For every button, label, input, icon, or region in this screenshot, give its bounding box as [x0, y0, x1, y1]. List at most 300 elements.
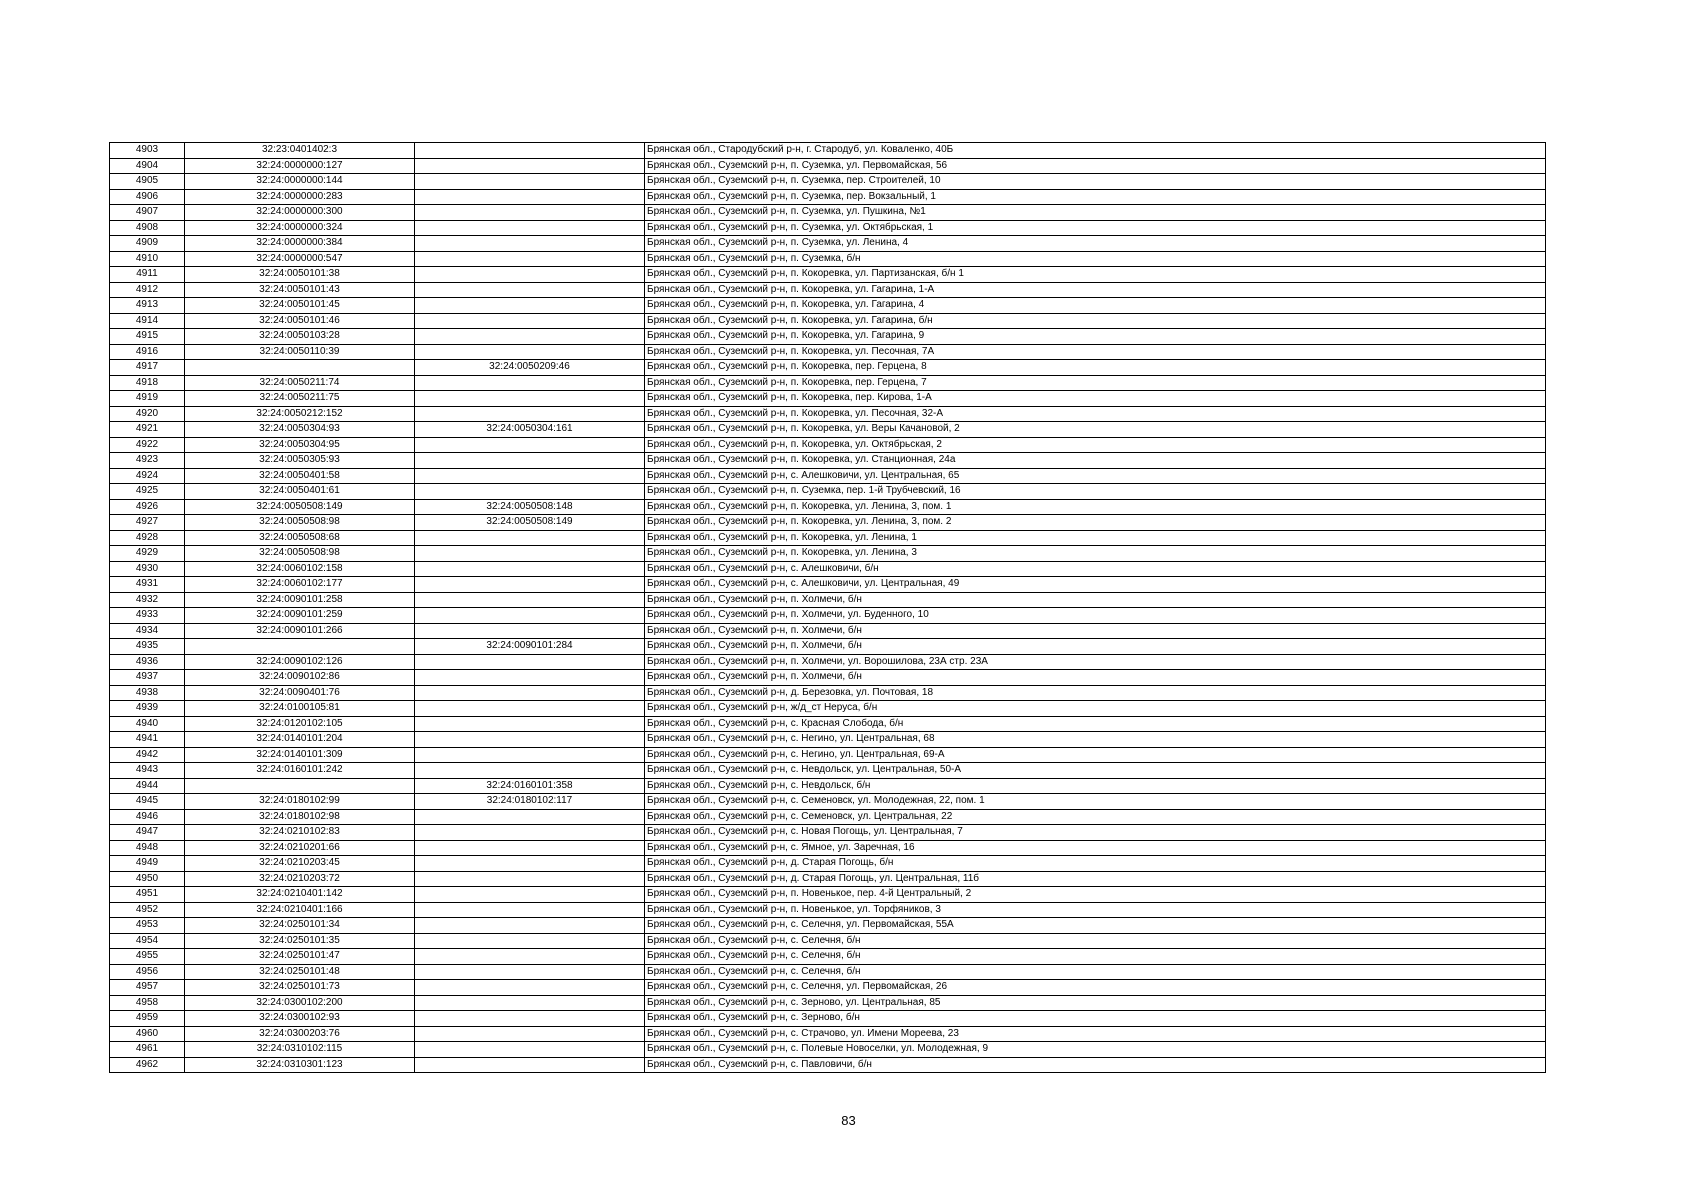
row-number-cell: 4961	[110, 1042, 185, 1058]
table-row	[110, 1026, 1546, 1042]
cadastral-number-cell: 32:24:0300102:200	[185, 995, 415, 1011]
row-number-cell: 4948	[110, 840, 185, 856]
table-row	[110, 995, 1546, 1011]
cadastral-number-cell: 32:24:0250101:35	[185, 933, 415, 949]
cadastral-number-cell: 32:24:0050304:95	[185, 437, 415, 453]
cadastral-number-cell: 32:24:0050508:98	[185, 546, 415, 562]
cadastral-number-cell: 32:24:0050103:28	[185, 329, 415, 345]
address-cell: Брянская обл., Стародубский р-н, г. Стародуб, ул. Коваленко, 40Б	[645, 143, 1546, 159]
table-row	[110, 716, 1546, 732]
related-cadastral-number-cell	[415, 577, 645, 593]
address-cell: Брянская обл., Суземский р-н, п. Кокоревка, ул. Ленина, 1	[645, 530, 1546, 546]
row-number-cell: 4960	[110, 1026, 185, 1042]
table-row	[110, 701, 1546, 717]
related-cadastral-number-cell	[415, 437, 645, 453]
table-row	[110, 189, 1546, 205]
cadastral-number-cell: 32:24:0090101:258	[185, 592, 415, 608]
table-row	[110, 530, 1546, 546]
cadastral-number-cell: 32:24:0050508:98	[185, 515, 415, 531]
row-number-cell: 4946	[110, 809, 185, 825]
address-cell: Брянская обл., Суземский р-н, п. Кокоревка, ул. Ленина, 3, пом. 1	[645, 499, 1546, 515]
table-row	[110, 329, 1546, 345]
address-cell: Брянская обл., Суземский р-н, п. Кокоревка, ул. Гагарина, 1-А	[645, 282, 1546, 298]
row-number-cell: 4909	[110, 236, 185, 252]
row-number-cell: 4916	[110, 344, 185, 360]
table-row	[110, 809, 1546, 825]
related-cadastral-number-cell: 32:24:0160101:358	[415, 778, 645, 794]
row-number-cell: 4915	[110, 329, 185, 345]
table-row	[110, 623, 1546, 639]
row-number-cell: 4917	[110, 360, 185, 376]
address-cell: Брянская обл., Суземский р-н, п. Новенькое, ул. Торфяников, 3	[645, 902, 1546, 918]
table-row	[110, 732, 1546, 748]
table-row	[110, 546, 1546, 562]
related-cadastral-number-cell	[415, 251, 645, 267]
related-cadastral-number-cell	[415, 716, 645, 732]
table-row	[110, 360, 1546, 376]
cadastral-number-cell: 32:24:0050401:61	[185, 484, 415, 500]
table-row	[110, 840, 1546, 856]
table-row	[110, 592, 1546, 608]
address-cell: Брянская обл., Суземский р-н, д. Старая Погощь, ул. Центральная, 11б	[645, 871, 1546, 887]
address-cell: Брянская обл., Суземский р-н, п. Холмечи, б/н	[645, 592, 1546, 608]
cadastral-number-cell: 32:24:0060102:158	[185, 561, 415, 577]
related-cadastral-number-cell	[415, 375, 645, 391]
table-row	[110, 949, 1546, 965]
cadastral-number-cell: 32:24:0090102:126	[185, 654, 415, 670]
table-row	[110, 670, 1546, 686]
table-row	[110, 918, 1546, 934]
related-cadastral-number-cell: 32:24:0050304:161	[415, 422, 645, 438]
row-number-cell: 4914	[110, 313, 185, 329]
related-cadastral-number-cell	[415, 654, 645, 670]
related-cadastral-number-cell	[415, 546, 645, 562]
related-cadastral-number-cell	[415, 871, 645, 887]
cadastral-number-cell: 32:24:0310102:115	[185, 1042, 415, 1058]
address-cell: Брянская обл., Суземский р-н, с. Ямное, ул. Заречная, 16	[645, 840, 1546, 856]
address-cell: Брянская обл., Суземский р-н, п. Суземка, пер. Вокзальный, 1	[645, 189, 1546, 205]
cadastral-number-cell: 32:24:0090401:76	[185, 685, 415, 701]
row-number-cell: 4944	[110, 778, 185, 794]
related-cadastral-number-cell	[415, 391, 645, 407]
cadastral-number-cell: 32:24:0050305:93	[185, 453, 415, 469]
related-cadastral-number-cell	[415, 732, 645, 748]
address-cell: Брянская обл., Суземский р-н, п. Кокоревка, ул. Гагарина, б/н	[645, 313, 1546, 329]
related-cadastral-number-cell	[415, 933, 645, 949]
related-cadastral-number-cell	[415, 484, 645, 500]
row-number-cell: 4913	[110, 298, 185, 314]
address-cell: Брянская обл., Суземский р-н, п. Кокоревка, ул. Гагарина, 4	[645, 298, 1546, 314]
table-row	[110, 484, 1546, 500]
cadastral-number-cell	[185, 778, 415, 794]
related-cadastral-number-cell	[415, 468, 645, 484]
related-cadastral-number-cell	[415, 344, 645, 360]
address-cell: Брянская обл., Суземский р-н, п. Кокоревка, пер. Герцена, 8	[645, 360, 1546, 376]
table-row	[110, 1011, 1546, 1027]
cadastral-number-cell: 32:24:0000000:127	[185, 158, 415, 174]
address-cell: Брянская обл., Суземский р-н, с. Алешковичи, ул. Центральная, 49	[645, 577, 1546, 593]
related-cadastral-number-cell	[415, 747, 645, 763]
table-row	[110, 856, 1546, 872]
address-cell: Брянская обл., Суземский р-н, п. Кокоревка, ул. Гагарина, 9	[645, 329, 1546, 345]
table-row	[110, 871, 1546, 887]
cadastral-number-cell	[185, 639, 415, 655]
row-number-cell: 4939	[110, 701, 185, 717]
related-cadastral-number-cell	[415, 453, 645, 469]
address-cell: Брянская обл., Суземский р-н, с. Негино, ул. Центральная, 68	[645, 732, 1546, 748]
related-cadastral-number-cell	[415, 561, 645, 577]
table-row	[110, 251, 1546, 267]
table-row	[110, 453, 1546, 469]
related-cadastral-number-cell	[415, 902, 645, 918]
cadastral-number-cell: 32:24:0140101:204	[185, 732, 415, 748]
cadastral-number-cell: 32:24:0050101:38	[185, 267, 415, 283]
row-number-cell: 4924	[110, 468, 185, 484]
table-row	[110, 298, 1546, 314]
row-number-cell: 4905	[110, 174, 185, 190]
row-number-cell: 4930	[110, 561, 185, 577]
row-number-cell: 4949	[110, 856, 185, 872]
row-number-cell: 4907	[110, 205, 185, 221]
row-number-cell: 4921	[110, 422, 185, 438]
table-row	[110, 391, 1546, 407]
cadastral-number-cell: 32:24:0050508:149	[185, 499, 415, 515]
cadastral-number-cell: 32:24:0050212:152	[185, 406, 415, 422]
row-number-cell: 4910	[110, 251, 185, 267]
cadastral-number-cell: 32:24:0050110:39	[185, 344, 415, 360]
cadastral-number-cell: 32:24:0120102:105	[185, 716, 415, 732]
related-cadastral-number-cell	[415, 592, 645, 608]
row-number-cell: 4920	[110, 406, 185, 422]
address-cell: Брянская обл., Суземский р-н, п. Кокоревка, пер. Кирова, 1-А	[645, 391, 1546, 407]
row-number-cell: 4942	[110, 747, 185, 763]
row-number-cell: 4927	[110, 515, 185, 531]
row-number-cell: 4950	[110, 871, 185, 887]
row-number-cell: 4933	[110, 608, 185, 624]
related-cadastral-number-cell	[415, 174, 645, 190]
cadastral-number-cell: 32:24:0000000:300	[185, 205, 415, 221]
cadastral-number-cell: 32:24:0250101:48	[185, 964, 415, 980]
row-number-cell: 4945	[110, 794, 185, 810]
cadastral-number-cell: 32:24:0180102:98	[185, 809, 415, 825]
address-cell: Брянская обл., Суземский р-н, п. Суземка, б/н	[645, 251, 1546, 267]
address-cell: Брянская обл., Суземский р-н, с. Зерново, б/н	[645, 1011, 1546, 1027]
related-cadastral-number-cell	[415, 236, 645, 252]
cadastral-number-cell: 32:24:0050101:43	[185, 282, 415, 298]
table-row	[110, 143, 1546, 159]
table-row	[110, 375, 1546, 391]
table-row	[110, 778, 1546, 794]
cadastral-number-cell: 32:24:0210401:166	[185, 902, 415, 918]
cadastral-number-cell: 32:24:0310301:123	[185, 1057, 415, 1073]
address-cell: Брянская обл., Суземский р-н, д. Березовка, ул. Почтовая, 18	[645, 685, 1546, 701]
row-number-cell: 4932	[110, 592, 185, 608]
related-cadastral-number-cell	[415, 158, 645, 174]
address-cell: Брянская обл., Суземский р-н, п. Суземка, ул. Первомайская, 56	[645, 158, 1546, 174]
address-cell: Брянская обл., Суземский р-н, п. Холмечи, б/н	[645, 623, 1546, 639]
table-row	[110, 313, 1546, 329]
table-row	[110, 964, 1546, 980]
related-cadastral-number-cell: 32:24:0050209:46	[415, 360, 645, 376]
related-cadastral-number-cell	[415, 1057, 645, 1073]
address-cell: Брянская обл., Суземский р-н, п. Кокоревка, ул. Ленина, 3, пом. 2	[645, 515, 1546, 531]
table-row	[110, 933, 1546, 949]
table-row	[110, 561, 1546, 577]
row-number-cell: 4958	[110, 995, 185, 1011]
cadastral-number-cell: 32:24:0090101:266	[185, 623, 415, 639]
row-number-cell: 4911	[110, 267, 185, 283]
address-cell: Брянская обл., Суземский р-н, с. Негино, ул. Центральная, 69-А	[645, 747, 1546, 763]
row-number-cell: 4934	[110, 623, 185, 639]
related-cadastral-number-cell	[415, 406, 645, 422]
table-row	[110, 344, 1546, 360]
row-number-cell: 4903	[110, 143, 185, 159]
table-row	[110, 1057, 1546, 1073]
row-number-cell: 4940	[110, 716, 185, 732]
row-number-cell: 4923	[110, 453, 185, 469]
related-cadastral-number-cell	[415, 670, 645, 686]
address-cell: Брянская обл., Суземский р-н, п. Холмечи, ул. Ворошилова, 23А стр. 23А	[645, 654, 1546, 670]
address-cell: Брянская обл., Суземский р-н, с. Алешковичи, б/н	[645, 561, 1546, 577]
row-number-cell: 4928	[110, 530, 185, 546]
cadastral-number-cell: 32:23:0401402:3	[185, 143, 415, 159]
related-cadastral-number-cell	[415, 267, 645, 283]
row-number-cell: 4912	[110, 282, 185, 298]
table-row	[110, 174, 1546, 190]
row-number-cell: 4931	[110, 577, 185, 593]
address-cell: Брянская обл., Суземский р-н, п. Суземка, ул. Ленина, 4	[645, 236, 1546, 252]
related-cadastral-number-cell	[415, 949, 645, 965]
table-row	[110, 608, 1546, 624]
related-cadastral-number-cell	[415, 809, 645, 825]
row-number-cell: 4937	[110, 670, 185, 686]
table-row	[110, 654, 1546, 670]
related-cadastral-number-cell	[415, 608, 645, 624]
cadastral-number-cell: 32:24:0210203:45	[185, 856, 415, 872]
table-row	[110, 763, 1546, 779]
address-cell: Брянская обл., Суземский р-н, п. Холмечи, б/н	[645, 639, 1546, 655]
cadastral-number-cell	[185, 360, 415, 376]
address-cell: Брянская обл., Суземский р-н, п. Суземка, пер. 1-й Трубчевский, 16	[645, 484, 1546, 500]
related-cadastral-number-cell	[415, 856, 645, 872]
table-row	[110, 639, 1546, 655]
cadastral-number-cell: 32:24:0180102:99	[185, 794, 415, 810]
related-cadastral-number-cell	[415, 840, 645, 856]
related-cadastral-number-cell	[415, 298, 645, 314]
table-row	[110, 205, 1546, 221]
cadastral-number-cell: 32:24:0090102:86	[185, 670, 415, 686]
related-cadastral-number-cell	[415, 701, 645, 717]
address-cell: Брянская обл., Суземский р-н, с. Селечня, б/н	[645, 949, 1546, 965]
table-row	[110, 685, 1546, 701]
cadastral-number-cell: 32:24:0000000:144	[185, 174, 415, 190]
row-number-cell: 4935	[110, 639, 185, 655]
related-cadastral-number-cell	[415, 530, 645, 546]
related-cadastral-number-cell	[415, 189, 645, 205]
table-row	[110, 515, 1546, 531]
row-number-cell: 4906	[110, 189, 185, 205]
related-cadastral-number-cell	[415, 329, 645, 345]
row-number-cell: 4938	[110, 685, 185, 701]
cadastral-number-cell: 32:24:0210102:83	[185, 825, 415, 841]
address-cell: Брянская обл., Суземский р-н, п. Новенькое, пер. 4-й Центральный, 2	[645, 887, 1546, 903]
cadastral-number-cell: 32:24:0250101:34	[185, 918, 415, 934]
row-number-cell: 4954	[110, 933, 185, 949]
table-row	[110, 282, 1546, 298]
address-cell: Брянская обл., Суземский р-н, с. Селечня, ул. Первомайская, 26	[645, 980, 1546, 996]
row-number-cell: 4941	[110, 732, 185, 748]
cadastral-number-cell: 32:24:0050211:75	[185, 391, 415, 407]
row-number-cell: 4953	[110, 918, 185, 934]
related-cadastral-number-cell	[415, 825, 645, 841]
related-cadastral-number-cell	[415, 313, 645, 329]
address-cell: Брянская обл., Суземский р-н, с. Новая Погощь, ул. Центральная, 7	[645, 825, 1546, 841]
row-number-cell: 4951	[110, 887, 185, 903]
cadastral-number-cell: 32:24:0000000:384	[185, 236, 415, 252]
related-cadastral-number-cell	[415, 964, 645, 980]
row-number-cell: 4957	[110, 980, 185, 996]
cadastral-number-cell: 32:24:0210401:142	[185, 887, 415, 903]
related-cadastral-number-cell	[415, 205, 645, 221]
related-cadastral-number-cell	[415, 1011, 645, 1027]
related-cadastral-number-cell: 32:24:0050508:149	[415, 515, 645, 531]
row-number-cell: 4904	[110, 158, 185, 174]
row-number-cell: 4918	[110, 375, 185, 391]
cadastral-number-cell: 32:24:0000000:283	[185, 189, 415, 205]
address-cell: Брянская обл., Суземский р-н, с. Невдольск, ул. Центральная, 50-А	[645, 763, 1546, 779]
related-cadastral-number-cell: 32:24:0180102:117	[415, 794, 645, 810]
address-cell: Брянская обл., Суземский р-н, п. Суземка, пер. Строителей, 10	[645, 174, 1546, 190]
address-cell: Брянская обл., Суземский р-н, с. Красная Слобода, б/н	[645, 716, 1546, 732]
row-number-cell: 4955	[110, 949, 185, 965]
related-cadastral-number-cell	[415, 918, 645, 934]
address-cell: Брянская обл., Суземский р-н, ж/д_ст Неруса, б/н	[645, 701, 1546, 717]
table-row	[110, 499, 1546, 515]
address-cell: Брянская обл., Суземский р-н, с. Селечня, б/н	[645, 964, 1546, 980]
table-row	[110, 437, 1546, 453]
row-number-cell: 4936	[110, 654, 185, 670]
related-cadastral-number-cell	[415, 1026, 645, 1042]
address-cell: Брянская обл., Суземский р-н, п. Кокоревка, пер. Герцена, 7	[645, 375, 1546, 391]
table-row	[110, 158, 1546, 174]
address-cell: Брянская обл., Суземский р-н, п. Суземка, ул. Октябрьская, 1	[645, 220, 1546, 236]
address-cell: Брянская обл., Суземский р-н, с. Невдольск, б/н	[645, 778, 1546, 794]
related-cadastral-number-cell	[415, 685, 645, 701]
cadastral-number-cell: 32:24:0090101:259	[185, 608, 415, 624]
table-row	[110, 902, 1546, 918]
cadastral-number-cell: 32:24:0250101:47	[185, 949, 415, 965]
related-cadastral-number-cell	[415, 980, 645, 996]
row-number-cell: 4922	[110, 437, 185, 453]
row-number-cell: 4952	[110, 902, 185, 918]
table-row	[110, 825, 1546, 841]
address-cell: Брянская обл., Суземский р-н, с. Полевые Новоселки, ул. Молодежная, 9	[645, 1042, 1546, 1058]
table-row	[110, 220, 1546, 236]
related-cadastral-number-cell: 32:24:0050508:148	[415, 499, 645, 515]
cadastral-number-cell: 32:24:0250101:73	[185, 980, 415, 996]
table-row	[110, 747, 1546, 763]
page-number: 83	[841, 1113, 856, 1128]
cadastral-number-cell: 32:24:0050508:68	[185, 530, 415, 546]
cadastral-number-cell: 32:24:0050304:93	[185, 422, 415, 438]
table-row	[110, 1042, 1546, 1058]
table-row	[110, 577, 1546, 593]
related-cadastral-number-cell	[415, 143, 645, 159]
related-cadastral-number-cell	[415, 623, 645, 639]
related-cadastral-number-cell	[415, 887, 645, 903]
address-cell: Брянская обл., Суземский р-н, с. Селечня, ул. Первомайская, 55А	[645, 918, 1546, 934]
row-number-cell: 4959	[110, 1011, 185, 1027]
address-cell: Брянская обл., Суземский р-н, п. Холмечи, б/н	[645, 670, 1546, 686]
address-cell: Брянская обл., Суземский р-н, п. Кокоревка, ул. Ленина, 3	[645, 546, 1546, 562]
row-number-cell: 4929	[110, 546, 185, 562]
row-number-cell: 4919	[110, 391, 185, 407]
row-number-cell: 4943	[110, 763, 185, 779]
related-cadastral-number-cell	[415, 763, 645, 779]
address-cell: Брянская обл., Суземский р-н, п. Холмечи, ул. Буденного, 10	[645, 608, 1546, 624]
related-cadastral-number-cell: 32:24:0090101:284	[415, 639, 645, 655]
address-cell: Брянская обл., Суземский р-н, д. Старая Погощь, б/н	[645, 856, 1546, 872]
cadastral-number-cell: 32:24:0140101:309	[185, 747, 415, 763]
address-cell: Брянская обл., Суземский р-н, п. Кокоревка, ул. Станционная, 24а	[645, 453, 1546, 469]
cadastral-number-cell: 32:24:0300203:76	[185, 1026, 415, 1042]
table-row	[110, 236, 1546, 252]
address-cell: Брянская обл., Суземский р-н, п. Суземка, ул. Пушкина, №1	[645, 205, 1546, 221]
cadastral-number-cell: 32:24:0050101:45	[185, 298, 415, 314]
address-cell: Брянская обл., Суземский р-н, с. Павловичи, б/н	[645, 1057, 1546, 1073]
row-number-cell: 4925	[110, 484, 185, 500]
row-number-cell: 4947	[110, 825, 185, 841]
row-number-cell: 4962	[110, 1057, 185, 1073]
cadastral-number-cell: 32:24:0210201:66	[185, 840, 415, 856]
cadastral-number-cell: 32:24:0050211:74	[185, 375, 415, 391]
table-row	[110, 980, 1546, 996]
address-cell: Брянская обл., Суземский р-н, п. Кокоревка, ул. Октябрьская, 2	[645, 437, 1546, 453]
cadastral-number-cell: 32:24:0210203:72	[185, 871, 415, 887]
related-cadastral-number-cell	[415, 995, 645, 1011]
row-number-cell: 4956	[110, 964, 185, 980]
address-cell: Брянская обл., Суземский р-н, с. Семеновск, ул. Центральная, 22	[645, 809, 1546, 825]
row-number-cell: 4926	[110, 499, 185, 515]
table-row	[110, 267, 1546, 283]
registry-table-body	[110, 143, 1546, 1073]
address-cell: Брянская обл., Суземский р-н, п. Кокоревка, ул. Веры Качановой, 2	[645, 422, 1546, 438]
address-cell: Брянская обл., Суземский р-н, с. Зерново, ул. Центральная, 85	[645, 995, 1546, 1011]
row-number-cell: 4908	[110, 220, 185, 236]
related-cadastral-number-cell	[415, 1042, 645, 1058]
address-cell: Брянская обл., Суземский р-н, п. Кокоревка, ул. Партизанская, б/н 1	[645, 267, 1546, 283]
table-row	[110, 887, 1546, 903]
cadastral-number-cell: 32:24:0300102:93	[185, 1011, 415, 1027]
address-cell: Брянская обл., Суземский р-н, с. Алешковичи, ул. Центральная, 65	[645, 468, 1546, 484]
table-row	[110, 468, 1546, 484]
table-row	[110, 422, 1546, 438]
address-cell: Брянская обл., Суземский р-н, п. Кокоревка, ул. Песочная, 7А	[645, 344, 1546, 360]
address-cell: Брянская обл., Суземский р-н, с. Селечня, б/н	[645, 933, 1546, 949]
cadastral-number-cell: 32:24:0160101:242	[185, 763, 415, 779]
cadastral-number-cell: 32:24:0100105:81	[185, 701, 415, 717]
address-cell: Брянская обл., Суземский р-н, с. Страчово, ул. Имени Мореева, 23	[645, 1026, 1546, 1042]
cadastral-number-cell: 32:24:0060102:177	[185, 577, 415, 593]
address-cell: Брянская обл., Суземский р-н, п. Кокоревка, ул. Песочная, 32-А	[645, 406, 1546, 422]
registry-table	[109, 142, 1546, 1073]
table-row	[110, 794, 1546, 810]
address-cell: Брянская обл., Суземский р-н, с. Семеновск, ул. Молодежная, 22, пом. 1	[645, 794, 1546, 810]
related-cadastral-number-cell	[415, 220, 645, 236]
table-row	[110, 406, 1546, 422]
cadastral-number-cell: 32:24:0050101:46	[185, 313, 415, 329]
cadastral-number-cell: 32:24:0050401:58	[185, 468, 415, 484]
